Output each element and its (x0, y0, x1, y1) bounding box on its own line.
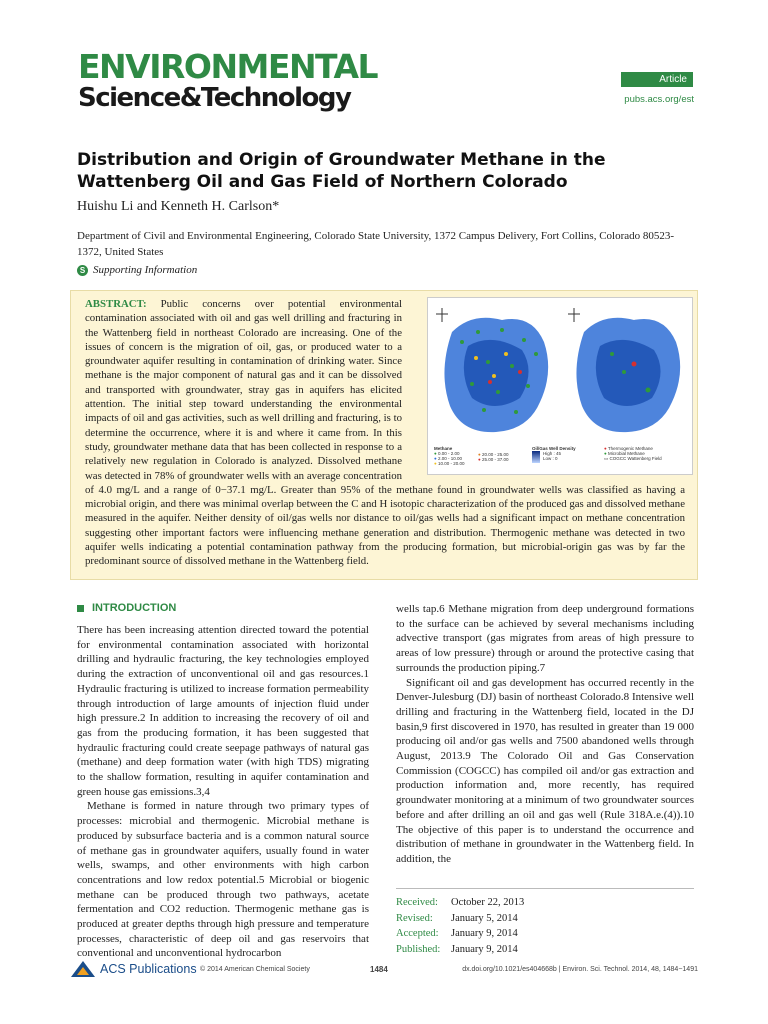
abstract-body: Public concerns over potential environmental contamination associated with oil and gas well drilling and fracturing in the Wattenberg field in northeast Colorado are increasing. One of the issues of concern is the migration of oil, gas, or produced water to a groundwater aquifer resulting in contamination of drinking water. Since methane is the major component of natural gas and it can be dissolved and transported with groundwater, stray gas in aquifers has elicited attention. The initial step toward understanding the environmental impacts of oil and gas activities, such as well drilling and fracturing, is to determine the occurrence, where it is and where it came from. In this study, groundwater methane data that has been collected in response to a relatively new regulation in Colorado is analyzed. Dissolved methane was detected in 78% of groundwater wells with an average concentration of 4.0 mg/L and a range of 0−37.1 mg/L. Greater than 95% of the methane found in groundwater wells was classified as having a microbial origin, and there was minimal overlap between the C and H isotopic characterization of the produced gas and dissolved methane measured in the aquifer. Neither density of oil/gas wells nor distance to oil/gas wells had a significant impact on methane concentration suggesting other important factors were influencing methane generation and distribution. Thermogenic methane was detected in two aquifer wells indicating a potential contamination pathway from the producing formation, but microbial-origin gas was by far the predominant source of dissolved methane in the Wattenberg field. (85, 298, 685, 568)
affiliation: Department of Civil and Environmental Engineering, Colorado State University, 1372 Campus Delivery, Fort Collins, Colorado 80523-1372, United States (77, 230, 675, 258)
legend-bin-1: ● 2.00 - 10.00 (434, 456, 463, 461)
legend-field: ▭ COGCC Wattenberg Field (604, 456, 662, 461)
history-row: Revised: January 5, 2014 (396, 912, 518, 924)
journal-url[interactable]: pubs.acs.org/est (624, 94, 694, 105)
density-low: Low : 0 (543, 456, 558, 461)
paper-title: Distribution and Origin of Groundwater Methane in the Wattenberg Oil and Gas Field of Northern Colorado (77, 150, 606, 192)
legend-thermo: ● Thermogenic Methane (604, 446, 653, 451)
paragraph: Significant oil and gas development has occurred recently in the Denver-Julesburg (DJ) basin of northeast Colorado.8 Intensive well drilling and fracturing in the Wattenberg field, located in the DJ basin,9 first discovered in 1970, has resulted in greater than 19 000 producing oil and/or gas wells and 7500 abandoned wells through August, 2013.9 The Colorado Oil and Gas Conservation Commission (COGCC) has compiled oil and/or gas extraction and production information and, more recently, has required groundwater monitoring at a minimum of two groundwater sources before and after drilling an oil and gas well (Rule 318A.e.(4)).10 The objective of this paper is to understand the occurrence and distribution of methane in groundwater in the Wattenberg field. In addition, the (396, 676, 694, 865)
supporting-info-label: Supporting Information (93, 264, 198, 276)
logo-line1: ENVIRONMENTAL (78, 47, 378, 86)
history-row: Published: January 9, 2014 (396, 943, 518, 955)
section-heading-label: INTRODUCTION (92, 602, 177, 614)
section-square-icon (77, 605, 84, 612)
right-column (396, 602, 694, 867)
legend-methane-title: Methane (434, 446, 453, 451)
section-heading-introduction (77, 602, 176, 614)
abstract-box (70, 290, 698, 580)
paragraph: There has been increasing attention directed toward the potential for environmental contamination associated with horizontal drilling and hydraulic fracturing, the key technologies employed during the extraction of unconventional oil and gas resources.1 Hydraulic fracturing is utilized to increase formation permeability through introduction of large amounts of injection fluid under high pressure.2 In addition to increasing the recovery of oil and gas from the producing formation, it has been suggested that hydraulic fracturing could create seepage pathways of natural gas (methane) and deep formation water (with high TDS) migrating to the shallow formation, resulting in aquifer contamination and green house gas emissions.3,4 (77, 624, 369, 798)
acs-publications-logo[interactable] (70, 960, 200, 978)
copyright: © 2014 American Chemical Society (200, 965, 310, 973)
legend-density-title: Oil/Gas Well Density (532, 446, 576, 451)
publication-history (396, 888, 694, 957)
article-type-badge: Article (621, 72, 693, 87)
legend-microbial: ● Microbial Methane (604, 451, 645, 456)
publisher-name: ACS Publications (100, 962, 197, 976)
legend-bin-4: ● 25.00 - 37.00 (478, 457, 509, 462)
abstract-text (85, 297, 685, 569)
left-column (77, 623, 369, 961)
abstract-label: ABSTRACT: (85, 298, 147, 310)
authors: Huishu Li and Kenneth H. Carlson* (77, 199, 280, 214)
supporting-info-link[interactable] (77, 264, 197, 276)
doi-citation[interactable]: dx.doi.org/10.1021/es404668b | Environ. Sci. Technol. 2014, 48, 1484−1491 (462, 965, 698, 973)
paragraph: wells tap.6 Methane migration from deep underground formations to the surface can be achieved by several mechanisms including advective transport (gas migrates from areas of high pressure to areas of low pressure) through or around the protective casing that surrounds the production piping.7 (396, 603, 694, 674)
acs-triangle-icon (70, 960, 96, 978)
logo-line2: Science&Technology (78, 83, 351, 113)
page-number: 1484 (370, 964, 388, 974)
journal-logo (78, 47, 378, 132)
legend-bin-0: ● 0.00 - 2.00 (434, 451, 460, 456)
page-footer (70, 958, 698, 980)
supporting-info-icon: S (77, 265, 88, 276)
legend-bin-2: ● 10.00 - 20.00 (434, 461, 465, 466)
history-row: Received: October 22, 2013 (396, 897, 525, 908)
history-row: Accepted: January 9, 2014 (396, 928, 518, 939)
density-high: High : 45 (543, 451, 562, 456)
legend-bin-3: ● 20.00 - 25.00 (478, 452, 509, 457)
paragraph: Methane is formed in nature through two primary types of processes: microbial and thermogenic. Microbial methane is produced by subsurface bacteria and is a common natural source of methane gas in groundwater aquifers, usually found in water wells, swamps, and other environments with high carbon concentrations and low redox potential.5 Microbial or biogenic methane can be produced through two pathways, acetate fermentation and CO2 reduction. Thermogenic methane gas is produced at greater depths through high pressure and temperature processes, characteristic of deep oil and gas reservoirs that conventional and unconventional hydrocarbon (77, 800, 369, 960)
